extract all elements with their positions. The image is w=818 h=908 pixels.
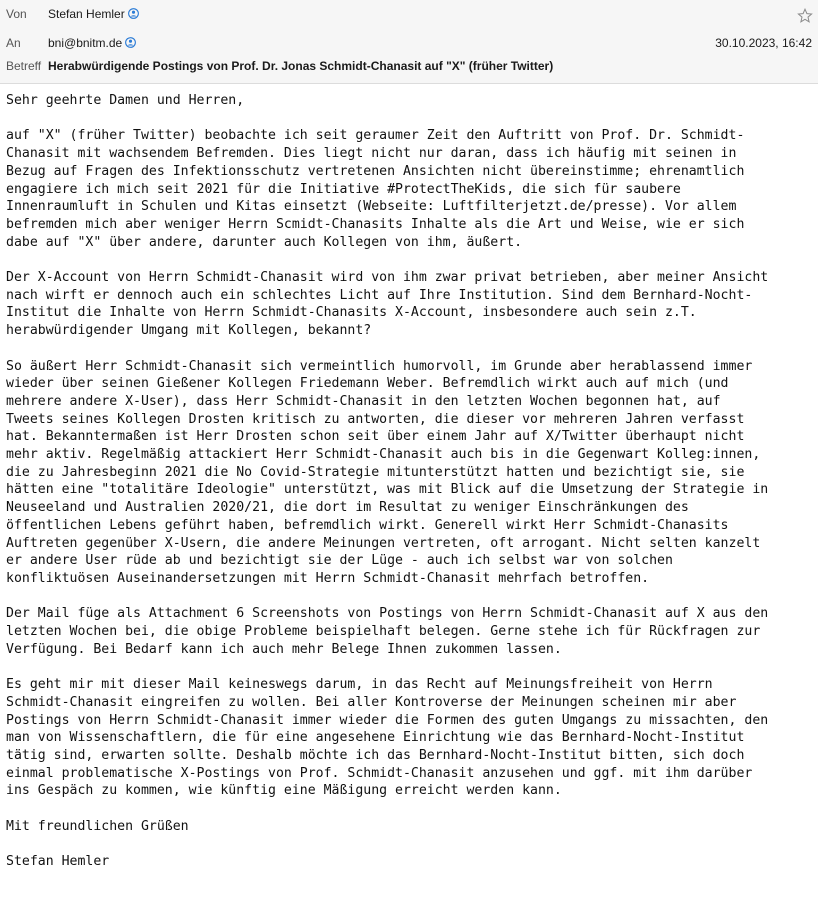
body-paragraph: So äußert Herr Schmidt-Chanasit sich vermeintlich humorvoll, im Grunde aber herablassend immer wieder über seinen Gießener Kollegen Friedemann Weber. Befremdlich wirkt auch auf mich (und mehrere andere X-User), dass Herr Schmidt-Chanasit in den letzten Wochen begonnen hat, auf Tweets seines Kollegen Drosten kritisch zu antworten, die dieser vor mehreren Jahren verfasst hat. Bekanntermaßen ist Herr Drosten schon seit über einem Jahr auf X/Twitter überhaupt nicht mehr aktiv. Regelmäßig attackiert Herr Schmidt-Chanasit auch bis in die Gegenwart Kolleg:innen, die zu Jahresbeginn 2021 die No Covid-Strategie mitunterstützt hatten und bezichtigt sie, sie hätten eine "totalitäre Ideologie" unterstützt, was mit Blick auf die Umsetzung der Strategie in Neuseeland und Australien 2020/21, die dort im Resultat zu weniger Einschränkungen des öffentlichen Lebens geführt haben, befremdlich wirkt. Generell wirkt Herr Schmidt-Chanasits Auftreten gegenüber X-Usern, die andere Meinungen vertreten, oft arrogant. Nicht selten kanzelt er andere User rüde ab und bezichtigt sie der Lüge - auch ich selbst war von solchen konfliktuösen Auseinandersetzungen mit Herrn Schmidt-Chanasit mehrfach betroffen. [6, 358, 769, 586]
message-header [0, 0, 818, 84]
body-paragraph: Mit freundlichen Grüßen [6, 818, 189, 834]
address-book-icon[interactable] [128, 8, 139, 19]
body-paragraph: Es geht mir mit dieser Mail keineswegs darum, in das Recht auf Meinungsfreiheit von Herrn Schmidt-Chanasit eingreifen zu wollen. Bei aller Kontroverse der Meinungen scheinen mir aber Postings von Herrn Schmidt-Chanasit immer wieder die Formen des guten Umgangs zu missachten, den man von Wissenschaftlern, die für eine angesehene Einrichtung wie das Bernhard-Nocht-Institut tätig sind, erwarten sollte. Deshalb möchte ich das Bernhard-Nocht-Institut bitten, sich doch einmal problematische X-Postings von Prof. Schmidt-Chanasit anzusehen und ggf. mit ihm darüber ins Gespäch zu kommen, wie künftig eine Mäßigung erreicht werden kann. [6, 677, 769, 799]
body-paragraph: Der X-Account von Herrn Schmidt-Chanasit wird von ihm zwar privat betrieben, aber meiner Ansicht nach wirft er dennoch auch ein schlechtes Licht auf Ihre Institution. Sind dem Bernhard-Nocht- Institut die Inhalte von Herrn Schmidt-Chanasits X-Account, insbesondere auch sein z.T. herabwürdigender Umgang mit Kollegen, bekannt? [6, 270, 769, 339]
address-book-icon[interactable] [125, 37, 136, 48]
paragraph-gap [6, 340, 816, 358]
subject-value: Herabwürdigende Postings von Prof. Dr. Jonas Schmidt-Chanasit auf "X" (früher Twitter) [48, 59, 554, 73]
paragraph-gap [6, 659, 816, 677]
message-date: 30.10.2023, 16:42 [715, 36, 812, 50]
from-label: Von [6, 7, 27, 21]
subject-label: Betreff [6, 59, 42, 73]
from-row [0, 4, 818, 24]
body-paragraph: auf "X" (früher Twitter) beobachte ich seit geraumer Zeit den Auftritt von Prof. Dr. Schmidt- Chanasit mit wachsendem Befremden. Dies liegt nicht nur daran, dass ich häufig mit seinen in Bezug auf Fragen des Infektionsschutz vertretenen Ansichten nicht übereinstimme; ehrenamtlich engagiere ich mich seit 2021 für die Initiative #ProtectTheKids, die sich für saubere Innenraumluft in Schulen und Kitas einsetzt (Webseite: Luftfilterjetzt.de/presse). Vor allem befremden mich aber weniger Herrn Scmidt-Chanasits Inhalte als die Art und Weise, wie er sich dabe auf "X" über andere, darunter auch Kollegen von ihm, äußert. [6, 128, 745, 250]
to-row [0, 33, 818, 53]
paragraph-gap [6, 251, 816, 269]
paragraph-gap [6, 110, 816, 128]
paragraph-gap [6, 836, 816, 854]
from-name[interactable]: Stefan Hemler [48, 7, 125, 21]
to-label: An [6, 36, 21, 50]
body-paragraph: Stefan Hemler [6, 854, 110, 870]
paragraph-gap [6, 588, 816, 606]
to-address[interactable]: bni@bnitm.de [48, 36, 123, 50]
to-value[interactable] [48, 33, 136, 53]
message-body [6, 92, 816, 871]
subject-row [0, 56, 818, 76]
from-value[interactable] [48, 4, 139, 24]
body-paragraph: Sehr geehrte Damen und Herren, [6, 93, 245, 108]
body-paragraph: Der Mail füge als Attachment 6 Screenshots von Postings von Herrn Schmidt-Chanasit auf X aus den letzten Wochen bei, die obige Probleme beispielhaft belegen. Gerne stehe ich für Rückfragen zur Verfügung. Bei Bedarf kann ich auch mehr Belege Ihnen zukommen lassen. [6, 606, 769, 657]
paragraph-gap [6, 800, 816, 818]
star-icon[interactable] [797, 8, 813, 24]
